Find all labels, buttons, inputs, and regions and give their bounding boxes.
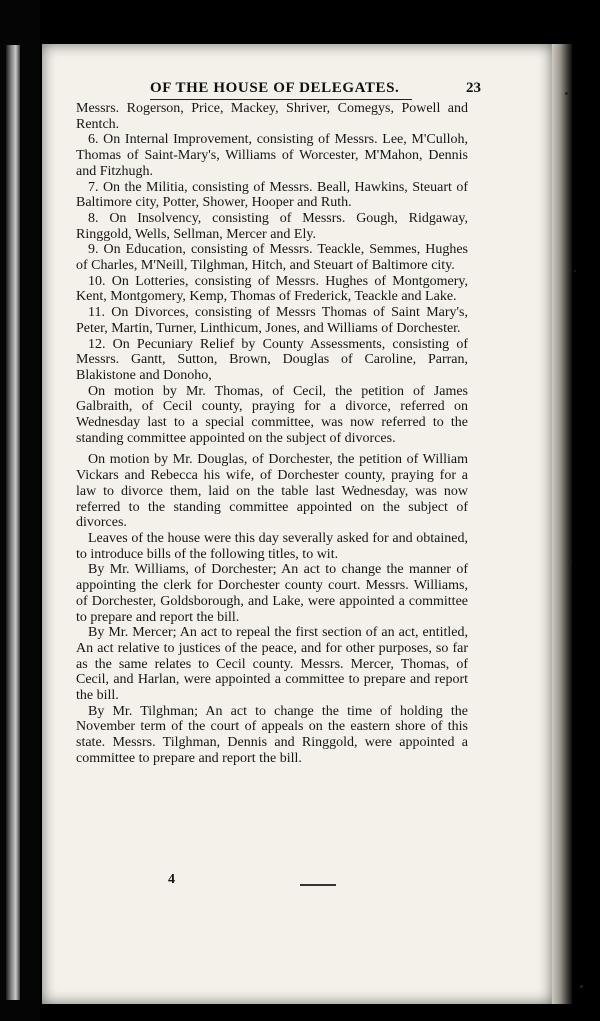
footer-dash [300,884,336,886]
ink-speck [574,270,576,272]
page-number: 23 [466,80,481,96]
paragraph-vickars-petition: On motion by Mr. Douglas, of Dorchester, the petition of William Vickars and Rebecca his wife, of Dorchester county, praying for a law to divorce them, laid on the table last Wednesday, was now referred to the standing committee appointed on the subject of divorces. [76,452,468,531]
paragraph-committee-10: 10. On Lotteries, consisting of Messrs. Hughes of Montgomery, Kent, Montgomery, Kemp, Thomas of Frederick, Teackle and Lake. [76,273,468,305]
paragraph-tilghman-bill: By Mr. Tilghman; An act to change the time of holding the November term of the court of appeals on the eastern shore of this state. Messrs. Tilghman, Dennis and Ringgold, were appointed a committee to prepare and report the bill. [76,703,468,766]
paragraph-williams-bill: By Mr. Williams, of Dorchester; An act to change the manner of appointing the clerk for Dorchester county court. Messrs. Williams, of Dorchester, Goldsborough, and Lake, were appointed a committee to prepare and report the bill. [76,562,468,625]
paragraph-leaves: Leaves of the house were this day severally asked for and obtained, to introduce bills of the following titles, to wit. [76,530,468,562]
paragraph-committee-8: 8. On Insolvency, consisting of Messrs. Gough, Ridgaway, Ringgold, Wells, Sellman, Mercer and Ely. [76,210,468,242]
page-edge-shadow [552,44,572,1004]
paragraph-mercer-bill: By Mr. Mercer; An act to repeal the first section of an act, entitled, An act relative to justices of the peace, and for other purposes, so far as the same relates to Cecil county. Messrs. Mercer, Thomas, of Cecil, and Harlan, were appointed a committee to prepare and report the bill. [76,625,468,704]
paragraph-committee-12: 12. On Pecuniary Relief by County Assessments, consisting of Messrs. Gantt, Sutton, Brown, Douglas of Caroline, Parran, Blakistone and Donoho, [76,336,468,383]
running-title: OF THE HOUSE OF DELEGATES. [150,80,400,96]
paragraph-committee-9: 9. On Education, consisting of Messrs. Teackle, Semmes, Hughes of Charles, M'Neill, Tilghman, Hitch, and Steuart of Baltimore city. [76,242,468,274]
paragraph-committee-5-continued: Messrs. Rogerson, Price, Mackey, Shriver, Comegys, Powell and Rentch. [76,101,468,132]
ink-speck [565,92,568,95]
ink-speck [569,560,572,562]
ink-speck [580,985,583,988]
signature-mark: 4 [168,872,175,887]
paragraph-committee-7: 7. On the Militia, consisting of Messrs. Beall, Hawkins, Steuart of Baltimore city, Potter, Shower, Hooper and Ruth. [76,179,468,211]
body-text [76,101,468,767]
paragraph-committee-11: 11. On Divorces, consisting of Messrs Thomas of Saint Mary's, Peter, Martin, Turner, Linthicum, Jones, and Williams of Dorchester. [76,305,468,336]
facing-page-edge [6,45,20,1000]
header-rule [150,99,412,100]
paragraph-galbraith-petition: On motion by Mr. Thomas, of Cecil, the petition of James Galbraith, of Cecil county, praying for a divorce, referred on Wednesday last to a special committee, was now referred to the standing committee appointed on the subject of divorces. [76,383,468,446]
paragraph-committee-6: 6. On Internal Improvement, consisting of Messrs. Lee, M'Culloh, Thomas of Saint-Mary's, Williams of Worcester, M'Mahon, Dennis and Fitzhugh. [76,132,468,179]
